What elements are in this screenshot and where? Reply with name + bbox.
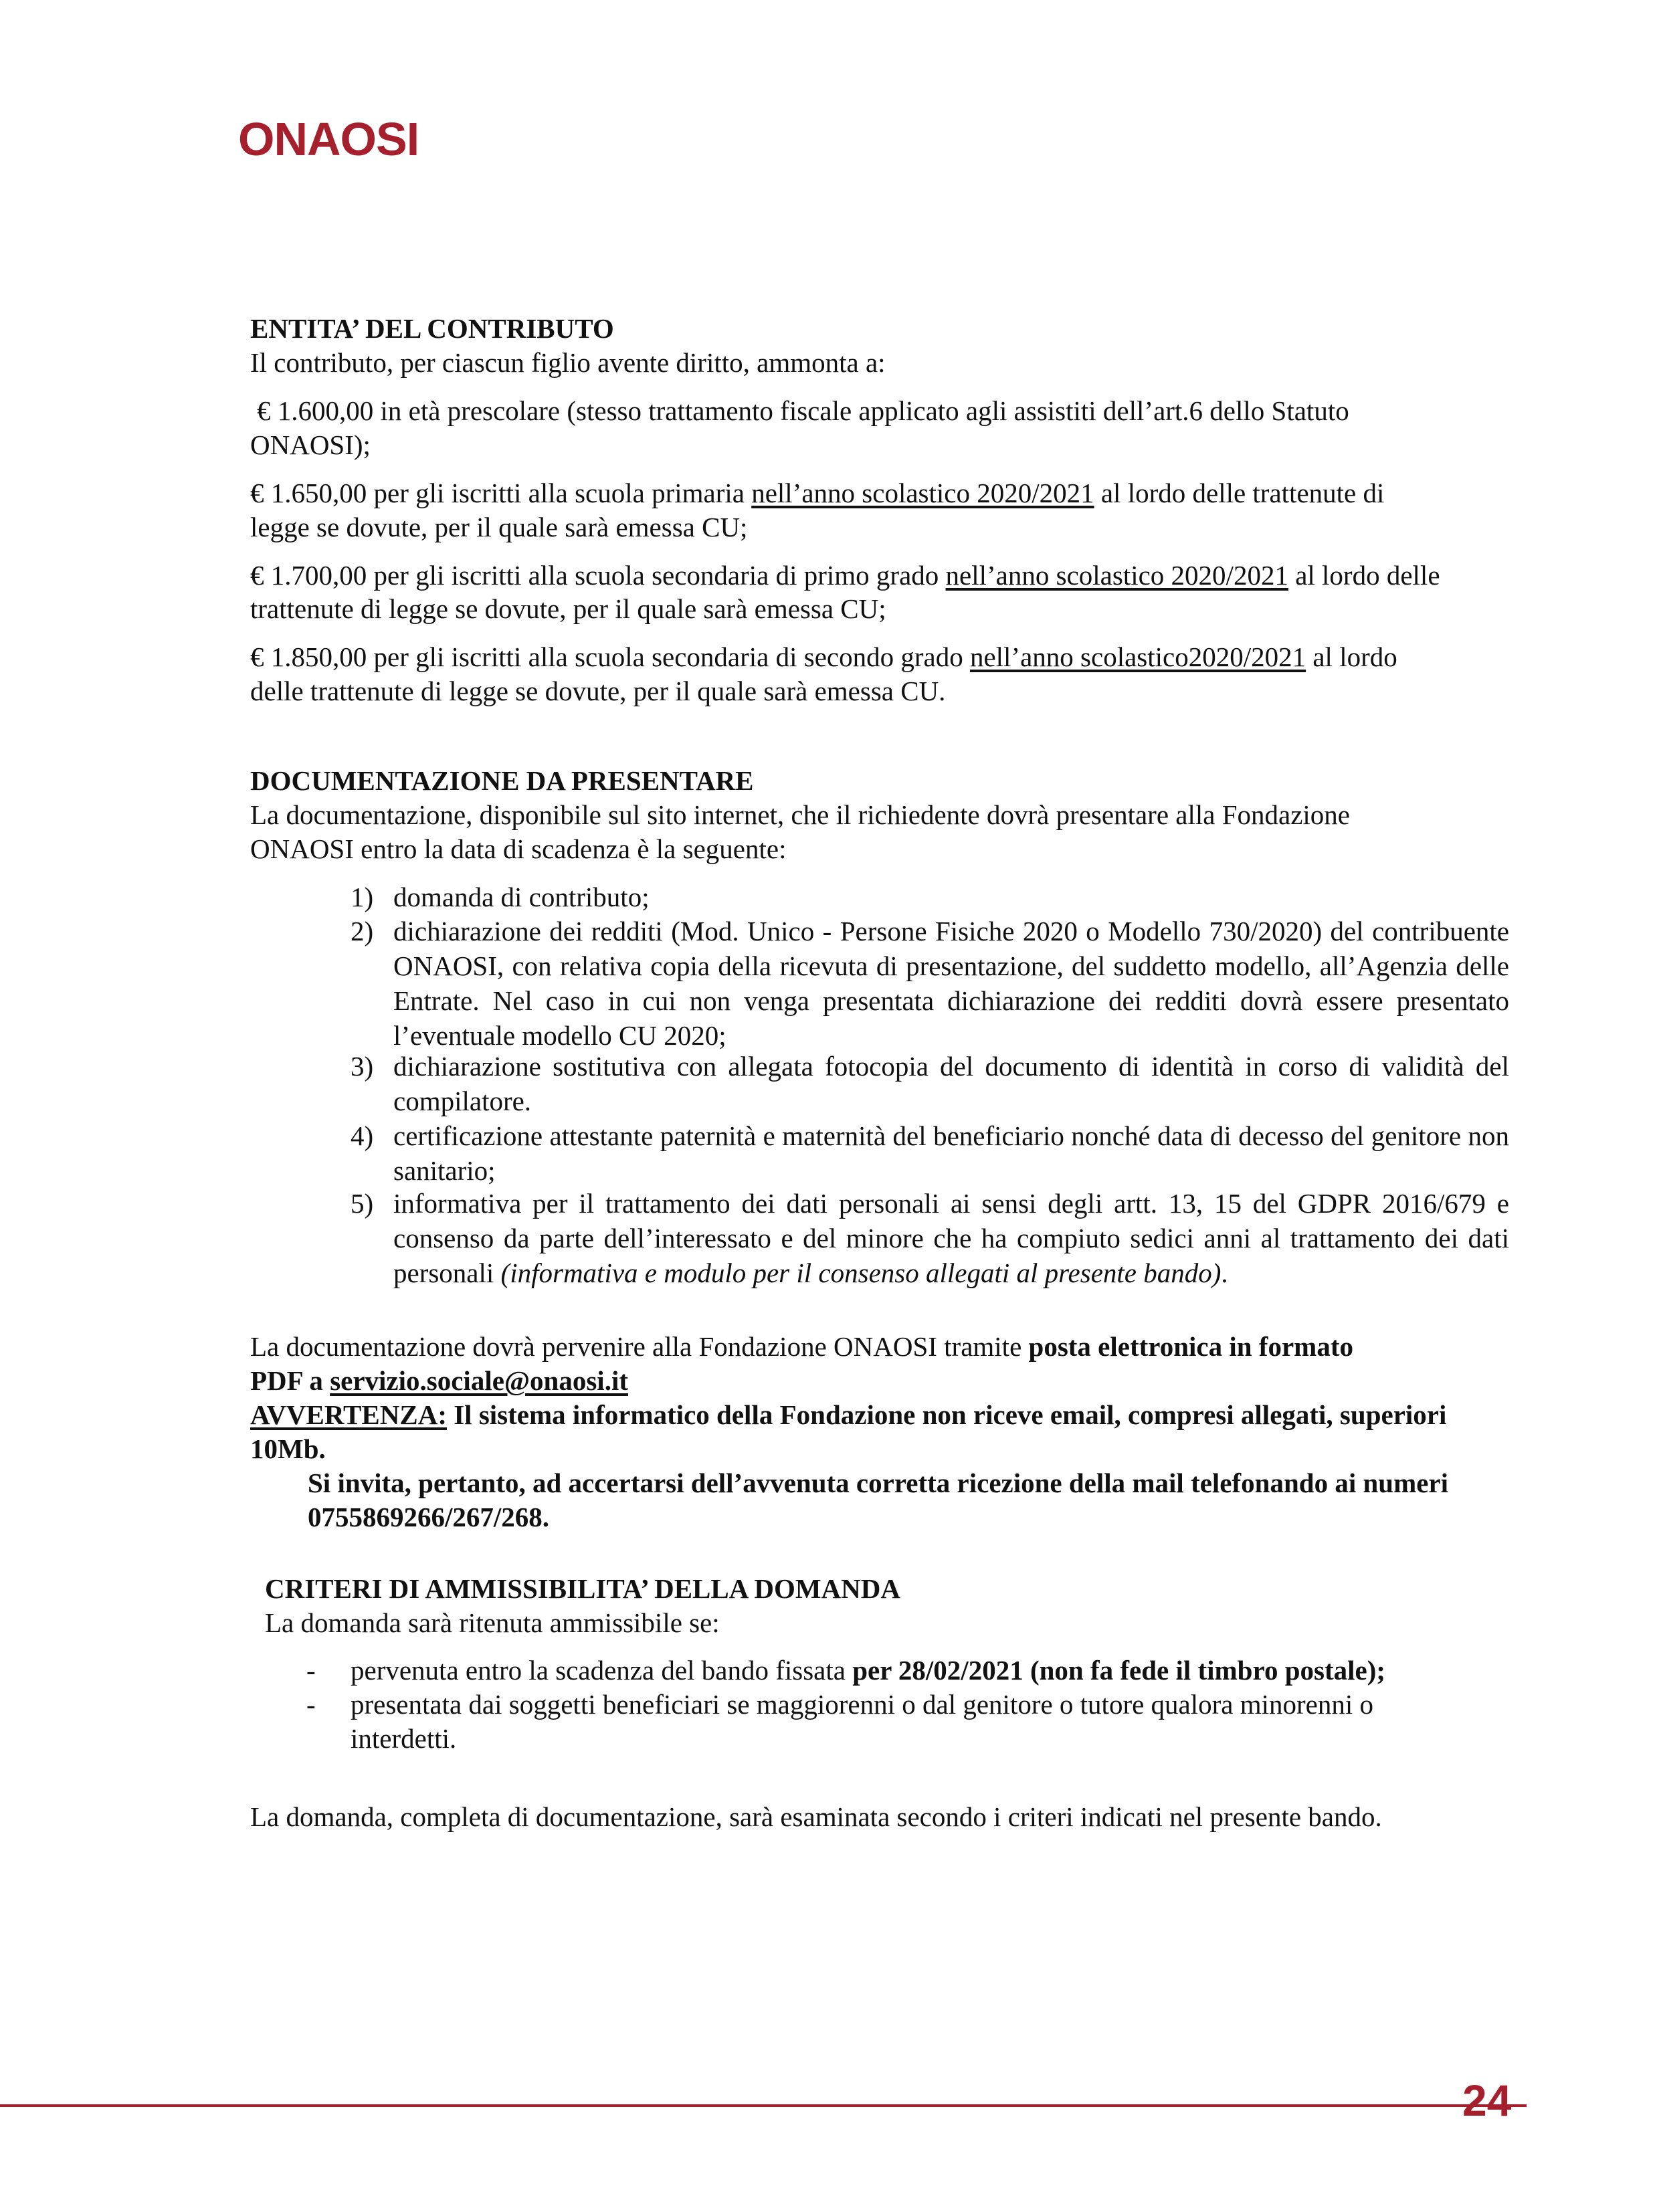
criteria-bullet-1: pervenuta entro la scadenza del bando fissata per 28/02/2021 (non fa fede il timbro postale);	[351, 1655, 1386, 1686]
bullet-dash: -	[306, 1689, 316, 1720]
section-heading-documentazione: DOCUMENTAZIONE DA PRESENTARE	[250, 765, 754, 796]
warning-line1: AVVERTENZA: Il sistema informatico della Fondazione non riceve email, compresi allegati, superiori	[250, 1399, 1447, 1430]
section2-intro-line2: ONAOSI entro la data di scadenza è la seguente:	[250, 833, 787, 864]
invite-line1: Si invita, pertanto, ad accertarsi dell’avvenuta corretta ricezione della mail telefonando ai numeri	[308, 1468, 1449, 1498]
doc-item-number: 4)	[351, 1120, 374, 1151]
contribution-item-1-line1: € 1.600,00 in età prescolare (stesso trattamento fiscale applicato agli assistiti dell’art.6 dello Statuto	[257, 395, 1349, 426]
onaosi-logo: ONAOSI	[238, 113, 419, 165]
section2-intro-line1: La documentazione, disponibile sul sito internet, che il richiedente dovrà presentare alla Fondazione	[250, 799, 1350, 830]
doc-item-1: domanda di contributo;	[393, 882, 650, 912]
contribution-item-2-line2: legge se dovute, per il quale sarà emessa CU;	[250, 512, 748, 542]
closing-paragraph: La domanda, completa di documentazione, sarà esaminata secondo i criteri indicati nel presente bando.	[250, 1801, 1382, 1832]
page-number: 24	[1462, 2076, 1512, 2125]
school-year-underlined: nell’anno scolastico2020/2021	[969, 641, 1306, 672]
contribution-item-1-line2: ONAOSI);	[250, 429, 371, 460]
contribution-item-4-line2: delle trattenute di legge se dovute, per il quale sarà emessa CU.	[250, 676, 946, 706]
section1-intro: Il contributo, per ciascun figlio avente diritto, ammonta a:	[250, 347, 886, 378]
invite-line2: 0755869266/267/268.	[308, 1502, 550, 1532]
delivery-line2: PDF a servizio.sociale@onaosi.it	[250, 1365, 628, 1396]
email-link[interactable]: servizio.sociale@onaosi.it	[330, 1365, 628, 1396]
criteria-bullet-2-line1: presentata dai soggetti beneficiari se maggiorenni o dal genitore o tutore qualora minorenni o	[351, 1689, 1374, 1720]
doc-item-3: dichiarazione sostitutiva con allegata fotocopia del documento di identità in corso di validità del compilatore.	[393, 1051, 1509, 1116]
footer-divider	[0, 2104, 1527, 2107]
doc-item-number: 2)	[351, 916, 374, 946]
doc-item-number: 3)	[351, 1051, 374, 1082]
bullet-dash: -	[306, 1655, 316, 1686]
school-year-underlined: nell’anno scolastico 2020/2021	[751, 478, 1094, 508]
doc-item-number: 1)	[351, 882, 374, 912]
doc-item-5: informativa per il trattamento dei dati personali ai sensi degli artt. 13, 15 del GDPR 2016/679 e consenso da parte dell’interessato e del minore che ha compiuto sedici anni al trattamento dei dati personali (informativa e modulo per il consenso allegati al presente bando).	[393, 1188, 1509, 1288]
contribution-item-4-line1: € 1.850,00 per gli iscritti alla scuola secondaria di secondo grado nell’anno scolastico2020/2021 al lordo	[250, 641, 1397, 672]
warning-label: AVVERTENZA:	[250, 1399, 447, 1430]
criteria-bullet-2-line2: interdetti.	[351, 1723, 457, 1754]
privacy-note-italic: (informativa e modulo per il consenso allegati al presente bando)	[500, 1258, 1222, 1288]
section-heading-criteri: CRITERI DI AMMISSIBILITA’ DELLA DOMANDA	[265, 1573, 900, 1604]
doc-item-2: dichiarazione dei redditi (Mod. Unico - Persone Fisiche 2020 o Modello 730/2020) del contribuente ONAOSI, con relativa copia della ricevuta di presentazione, del suddetto modello, all’Agenzia delle Entrate. Nel caso in cui non venga presentata dichiarazione dei redditi dovrà essere presentato l’eventuale modello CU 2020;	[393, 916, 1509, 1051]
school-year-underlined: nell’anno scolastico 2020/2021	[945, 560, 1288, 591]
warning-line2: 10Mb.	[250, 1433, 326, 1464]
section-heading-entita: ENTITA’ DEL CONTRIBUTO	[250, 313, 614, 344]
contribution-item-2-line1: € 1.650,00 per gli iscritti alla scuola primaria nell’anno scolastico 2020/2021 al lordo delle trattenute di	[250, 478, 1385, 508]
contribution-item-3-line2: trattenute di legge se dovute, per il quale sarà emessa CU;	[250, 593, 886, 624]
contribution-item-3-line1: € 1.700,00 per gli iscritti alla scuola secondaria di primo grado nell’anno scolastico 2020/2021 al lordo delle	[250, 560, 1440, 591]
doc-item-4: certificazione attestante paternità e maternità del beneficiario nonché data di decesso del genitore non sanitario;	[393, 1120, 1509, 1186]
section3-intro: La domanda sarà ritenuta ammissibile se:	[265, 1607, 720, 1638]
doc-item-number: 5)	[351, 1188, 374, 1219]
delivery-line1: La documentazione dovrà pervenire alla Fondazione ONAOSI tramite posta elettronica in formato	[250, 1331, 1353, 1362]
